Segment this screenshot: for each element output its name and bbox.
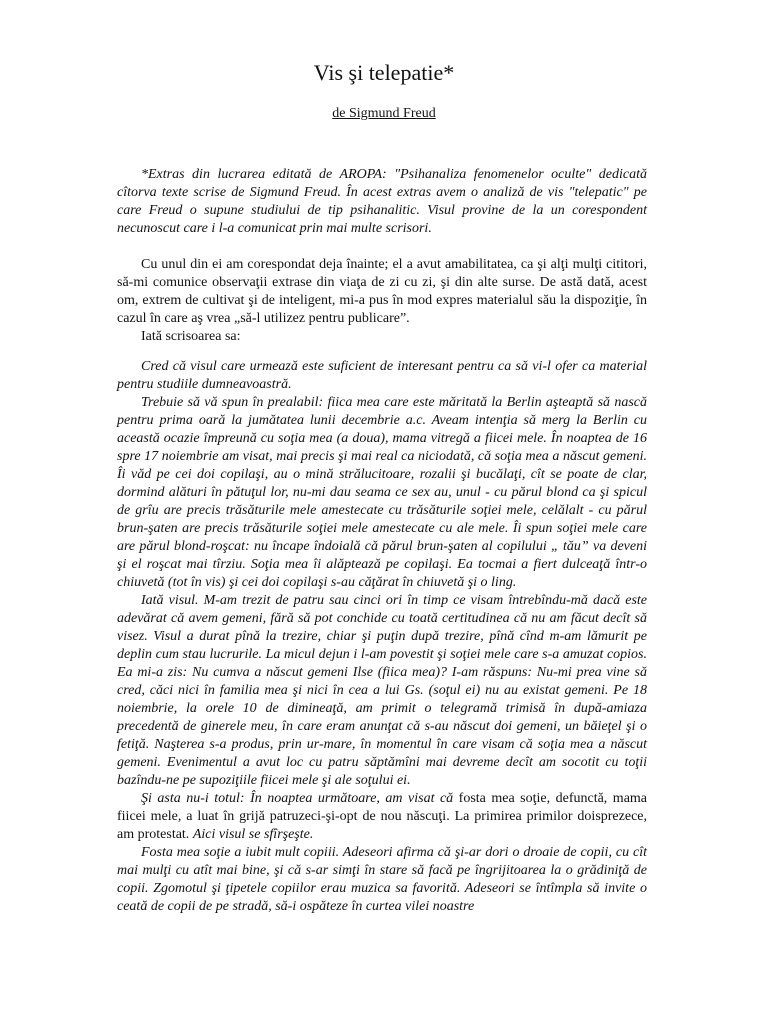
intro-note: *Extras din lucrarea editată de AROPA: "Psihanaliza fenomenelor oculte" dedicată cîtorva texte scrise de Sigmund Freud. În acest extras avem o analiză de vis "telepatic" pe care Freud o supune studiului de tip psihanalitic. Visul provine de la un corespondent necunoscut care i l-a comunicat prin mai multe scrisori. <box>117 167 647 236</box>
letter-paragraph-4 <box>117 790 647 844</box>
letter-paragraph-5: Fosta mea soţie a iubit mult copiii. Adeseori afirma că şi-ar dori o droaie de copii, cu cît mai mulţi cu atît mai bine, şi că s-ar simţi în stare să facă pe îngrijitoarea la o grădiniţă de copii. Zgomotul şi ţipetele copiilor erau muzica sa favorită. Adeseori se întîmpla să invite o ceată de copii de pe stradă, să-i ospăteze în curtea vilei noastre <box>117 845 647 914</box>
letter-paragraph-1: Cred că visul care urmează este suficient de interesant pentru ca să vi-l ofer ca material pentru studiile dumneavoastră. <box>117 359 647 392</box>
letter-lead: Iată scrisoarea sa: <box>141 329 241 344</box>
author-line <box>0 104 768 124</box>
letter-paragraph-2: Trebuie să vă spun în prealabil: fiica mea care este măritată la Berlin aşteaptă să nască pentru prima oară la jumătatea lunii decembrie a.c. Aveam intenţia să merg la Berlin cu această ocazie împreună cu soţia mea (a doua), mama vitregă a fiicei mele. În noaptea de 16 spre 17 noiembrie am visat, mai precis şi mai real ca niciodată, că soţia mea a născut gemeni. Îi văd pe cei doi copilaşi, au o mină strălucitoare, rozalii şi bucălaţi, cît se poate de clar, dormind alături în pătuţul lor, nu-mi dau seama ce sex au, unul - cu părul blond ca şi spicul de grîu are precis trăsăturile mele amestecate cu trăsăturile soţiei mele, celălalt - cu părul brun-şaten are precis trăsăturile soţiei mele amestecate cu ale mele. Îi spun soţiei mele care are părul blond-roşcat: nu încape îndoială că părul brun-şaten al copilului „ tău” va deveni şi el roşcat mai tîrziu. Soţia mea îi alăptează pe copilaşi. Ea tocmai a fiert dulceaţă într-o chiuvetă (tot în vis) şi cei doi copilaşi s-au căţărat în chiuvetă şi o ling. <box>117 395 647 590</box>
page-title: Vis şi telepatie* <box>313 60 455 85</box>
author-name: de Sigmund Freud <box>332 106 436 121</box>
letter-paragraph-4-normal: fosta mea soţie, defunctă, mama fiicei mele, a luat în grijă patruzeci-şi-opt de nou născuţi. La primirea primilor doisprezece, am protestat. <box>117 791 648 842</box>
letter-paragraph-3: Iată visul. M-am trezit de patru sau cinci ori în timp ce visam întrebîndu-mă dacă este adevărat că avem gemeni, fără să pot conchide cu toată certitudinea că nu am făcut decît să visez. Visul a durat pînă la trezire, chiar şi puţin după trezire, pînă cînd m-am lămurit pe deplin cum stau lucrurile. La micul dejun i l-am povestit şi soţiei mele care s-a amuzat copios. Ea mi-a zis: Nu cumva a născut gemeni Ilse (fiica mea)? I-am răspuns: Nu-mi prea vine să cred, căci nici în familia mea şi nici în cea a lui Gs. (soţul ei) nu au existat gemeni. Pe 18 noiembrie, la orele 10 de dimineaţă, am primit o telegramă trimisă în după-amiaza precedentă de ginerele meu, în care eram anunţat că s-au născut doi gemeni, un băieţel şi o fetiţă. Naşterea s-a produs, prin ur-mare, în momentul în care visam că soţia mea a născut gemeni. Evenimentul a avut loc cu patru săptămîni mai devreme decît am socotit cu toţii bazîndu-ne pe supoziţiile fiicei mele şi ale soţului ei. <box>117 593 647 788</box>
paragraph-intro: Cu unul din ei am corespondat deja înainte; el a avut amabilitatea, ca şi alţi mulţi cititori, să-mi comunice observaţii extrase din viaţa de zi cu zi, şi din alte surse. De astă dată, acest om, extrem de cultivat şi de inteligent, mi-a pus în mod expres materialul său la dispoziţie, în cazul în care aş vrea „să-l utilizez pentru publicare”. <box>117 257 647 326</box>
letter-paragraph-4-end: Aici visul se sfîrşeşte. <box>192 827 314 842</box>
document-body <box>117 166 647 916</box>
letter-paragraph-4-italic: Şi asta nu-i totul: În noaptea următoare, am visat că <box>141 791 454 806</box>
